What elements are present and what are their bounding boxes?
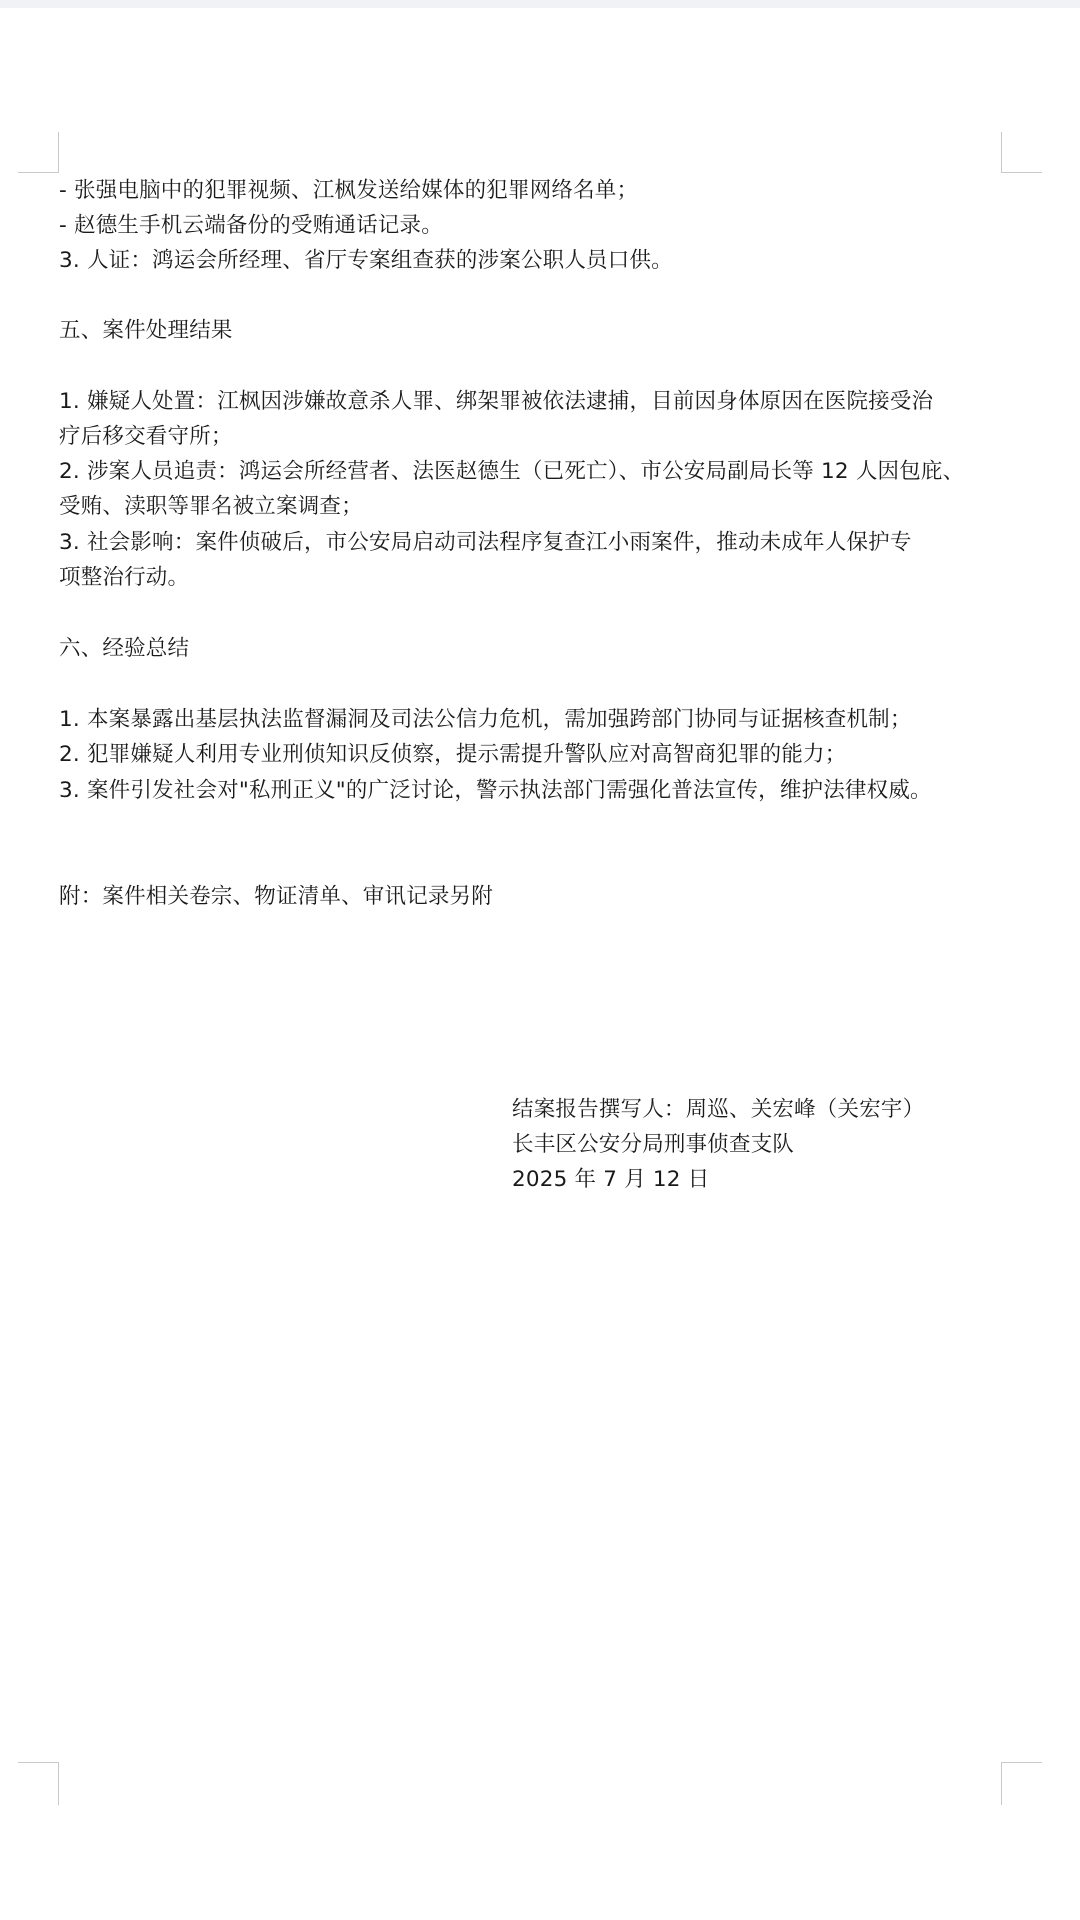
evidence-witness: 3. 人证：鸿运会所经理、省厅专案组查获的涉案公职人员口供。 [59,248,673,273]
viewer-top-bar [0,0,1080,8]
appendix-note: 附：案件相关卷宗、物证清单、审讯记录另附 [59,884,494,909]
section5-item3-line2: 项整治行动。 [59,565,190,590]
margin-mark-bottom-left [18,1762,59,1805]
section5-item3-line1: 3. 社会影响：案件侦破后，市公安局启动司法程序复查江小雨案件，推动未成年人保护专 [59,530,912,555]
section5-item1-line1: 1. 嫌疑人处置：江枫因涉嫌故意杀人罪、绑架罪被依法逮捕，目前因身体原因在医院接受治 [59,389,934,414]
section5-item1-line2: 疗后移交看守所； [59,424,233,449]
margin-mark-top-right [1001,132,1042,173]
section5-item2-line1: 2. 涉案人员追责：鸿运会所经营者、法医赵德生（已死亡）、市公安局副局长等 12 人因包庇、 [59,459,965,484]
section5-heading: 五、案件处理结果 [59,318,233,343]
section5-item2-line2: 受贿、渎职等罪名被立案调查； [59,494,363,519]
margin-mark-top-left [18,132,59,173]
section6-item3: 3. 案件引发社会对"私刑正义"的广泛讨论，警示执法部门需强化普法宣传，维护法律权威。 [59,778,932,803]
report-unit: 长丰区公安分局刑事侦查支队 [512,1132,795,1157]
section6-item1: 1. 本案暴露出基层执法监督漏洞及司法公信力危机，需加强跨部门协同与证据核查机制； [59,707,912,732]
evidence-item-video: - 张强电脑中的犯罪视频、江枫发送给媒体的犯罪网络名单； [59,178,639,203]
margin-mark-bottom-right [1001,1762,1042,1805]
evidence-item-cloud: - 赵德生手机云端备份的受贿通话记录。 [59,213,443,238]
section6-heading: 六、经验总结 [59,636,190,661]
document-page [0,8,1080,1920]
section6-item2: 2. 犯罪嫌疑人利用专业刑侦知识反侦察，提示需提升警队应对高智商犯罪的能力； [59,742,847,767]
report-author: 结案报告撰写人：周巡、关宏峰（关宏宇） [512,1097,925,1122]
report-date: 2025 年 7 月 12 日 [512,1167,710,1192]
